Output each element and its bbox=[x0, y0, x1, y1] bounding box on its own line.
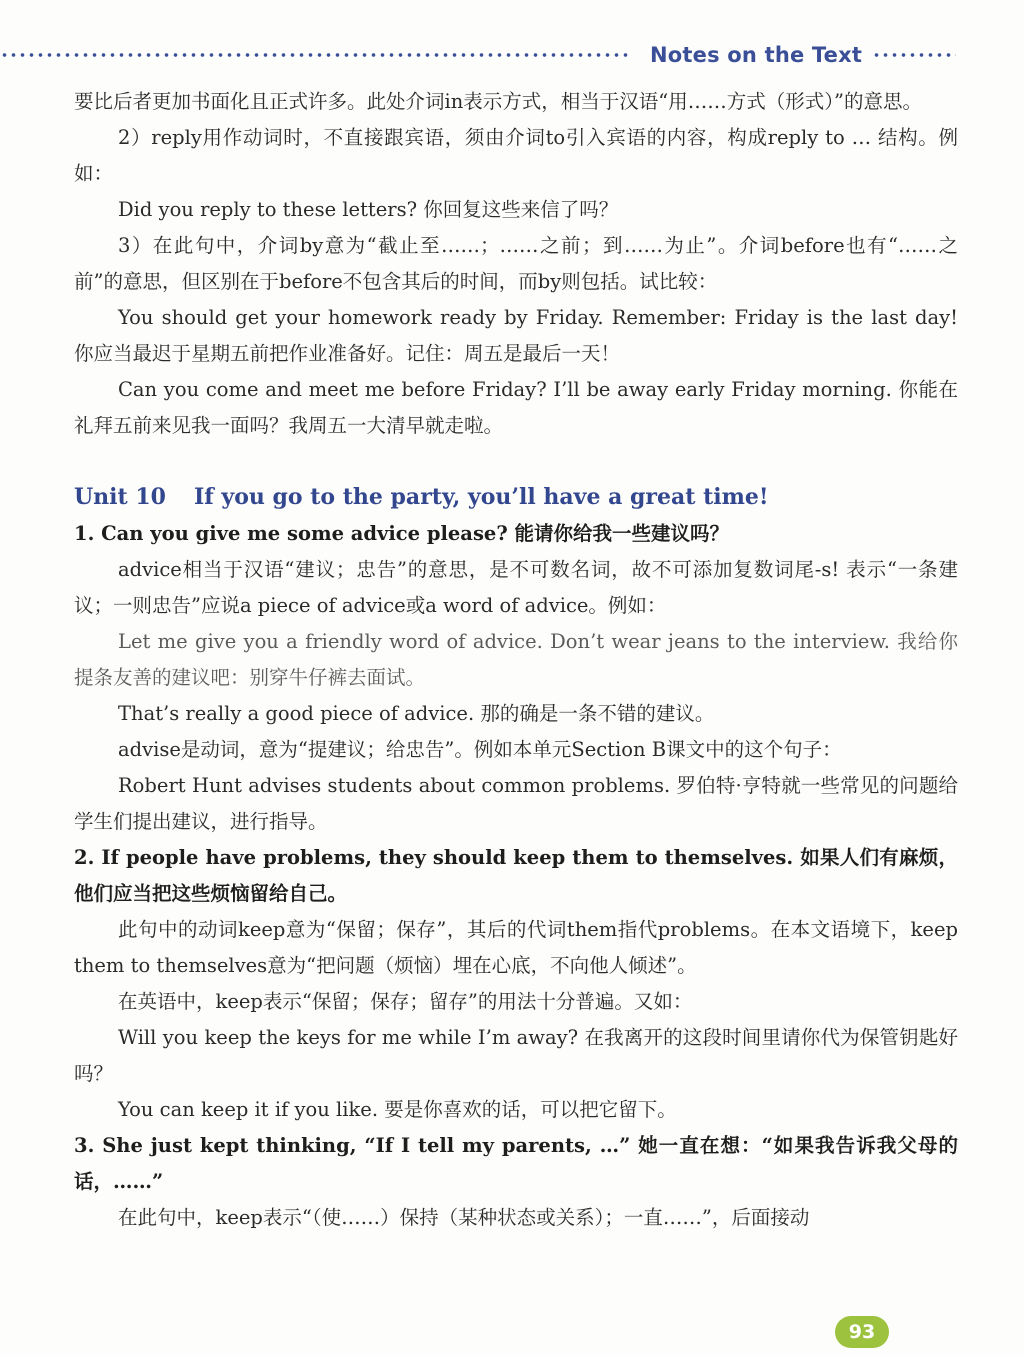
page-body bbox=[74, 84, 958, 1236]
example-sentence: Can you come and meet me before Friday? I’ll be away early Friday morning. 你能在礼拜五前来见我一面吗？我周五一大清早就走啦。 bbox=[74, 378, 958, 437]
example-sentence: Will you keep the keys for me while I’m away? 在我离开的这段时间里请你代为保管钥匙好吗？ bbox=[74, 1026, 958, 1085]
paragraph: 2）reply用作动词时，不直接跟宾语，须由介词to引入宾语的内容，构成reply to … 结构。例如： bbox=[74, 126, 958, 185]
example-sentence: Let me give you a friendly word of advice. Don’t wear jeans to the interview. 我给你提条友善的建议吧：别穿牛仔裤去面试。 bbox=[74, 630, 958, 689]
paragraph: 在此句中，keep表示“（使……）保持（某种状态或关系）；一直……”，后面接动 bbox=[118, 1206, 810, 1229]
note-heading-2: 2. If people have problems, they should keep them to themselves. 如果人们有麻烦，他们应当把这些烦恼留给自己。 bbox=[74, 846, 958, 905]
example-sentence: Did you reply to these letters? 你回复这些来信了吗？ bbox=[118, 198, 619, 221]
example-sentence: You should get your homework ready by Friday. Remember: Friday is the last day! 你应当最迟于星期五前把作业准备好。记住：周五是最后一天！ bbox=[74, 306, 958, 365]
unit-title: If you go to the party, you’ll have a great time! bbox=[194, 484, 769, 510]
example-sentence: You can keep it if you like. 要是你喜欢的话，可以把它留下。 bbox=[118, 1098, 677, 1121]
note-heading-3: 3. She just kept thinking, “If I tell my parents, …” 她一直在想：“如果我告诉我父母的话，……” bbox=[74, 1134, 958, 1193]
header-dotted-rule-left bbox=[0, 52, 628, 58]
paragraph: advice相当于汉语“建议；忠告”的意思，是不可数名词，故不可添加复数词尾-s! 表示“一条建议；一则忠告”应说a piece of advice或a word of advice。例如： bbox=[74, 558, 958, 617]
header-title: Notes on the Text bbox=[650, 43, 863, 67]
header-dotted-rule-right bbox=[872, 52, 956, 58]
running-header bbox=[0, 40, 1024, 70]
paragraph: 在英语中，keep表示“保留；保存；留存”的用法十分普遍。又如： bbox=[118, 990, 693, 1013]
unit-number: Unit 10 bbox=[74, 484, 166, 510]
page-number-badge: 93 bbox=[835, 1316, 889, 1348]
example-sentence: Robert Hunt advises students about common problems. 罗伯特·亨特就一些常见的问题给学生们提出建议，进行指导。 bbox=[74, 774, 958, 833]
paragraph: advise是动词，意为“提建议；给忠告”。例如本单元Section B课文中的这个句子： bbox=[118, 738, 842, 761]
example-sentence: That’s really a good piece of advice. 那的确是一条不错的建议。 bbox=[118, 702, 715, 725]
note-heading-1: 1. Can you give me some advice please? 能请你给我一些建议吗？ bbox=[74, 522, 730, 545]
section-spacer bbox=[74, 444, 958, 478]
paragraph: 此句中的动词keep意为“保留；保存”，其后的代词them指代problems。在本文语境下，keep them to themselves意为“把问题（烦恼）埋在心底，不向他人倾述”。 bbox=[74, 918, 958, 977]
unit-heading bbox=[74, 478, 958, 516]
paragraph: 3）在此句中，介词by意为“截止至……；……之前；到……为止”。介词before也有“……之前”的意思，但区别在于before不包含其后的时间，而by则包括。试比较： bbox=[74, 234, 958, 293]
paragraph: 要比后者更加书面化且正式许多。此处介词in表示方式，相当于汉语“用……方式（形式）”的意思。 bbox=[74, 90, 922, 113]
